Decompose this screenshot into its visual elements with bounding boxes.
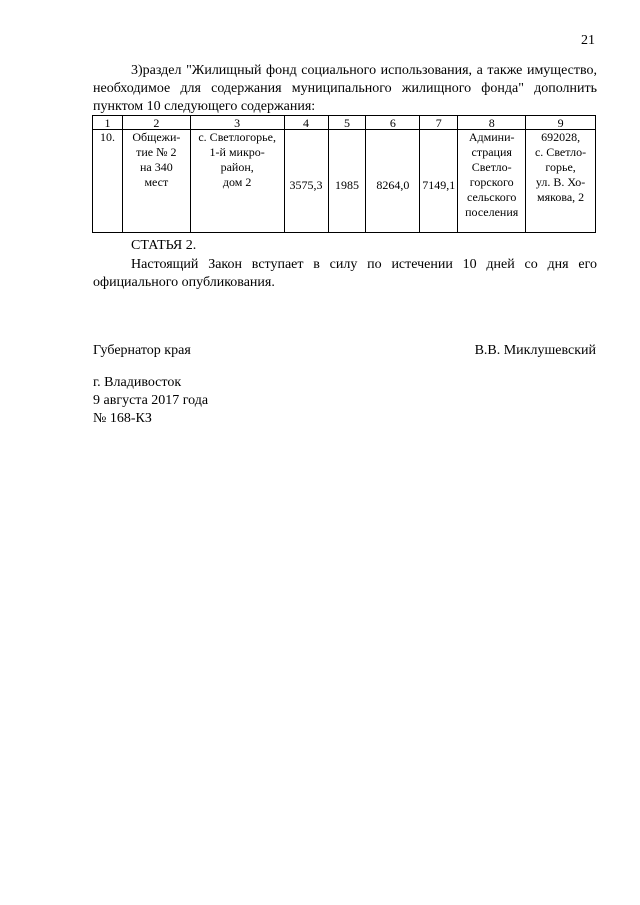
law-number: № 168-КЗ (93, 411, 152, 426)
cell-residual-value: 7149,1 (420, 130, 458, 233)
article-text: Настоящий Закон вступает в силу по истечении 10 дней со дня его официального опубликования. (93, 257, 597, 290)
cell-line: ул. В. Хо- (535, 175, 586, 189)
cell-book-value: 8264,0 (366, 130, 420, 233)
signatory-name: В.В. Миклушевский (474, 343, 596, 358)
page-number: 21 (581, 33, 595, 48)
table-header-cell: 7 (420, 116, 458, 130)
cell-number: 10. (93, 130, 123, 233)
table-header-cell: 9 (526, 116, 596, 130)
cell-line: 692028, (541, 130, 581, 144)
table-header-cell: 8 (458, 116, 526, 130)
signing-date: 9 августа 2017 года (93, 393, 209, 408)
cell-line: мест (144, 175, 169, 189)
table-header-cell: 5 (328, 116, 366, 130)
cell-line: мякова, 2 (536, 190, 585, 204)
cell-line: на 340 (139, 160, 173, 174)
table-header-cell: 2 (122, 116, 190, 130)
article-title: СТАТЬЯ 2. (131, 238, 197, 253)
cell-holder-address (526, 130, 596, 233)
article-paragraph (93, 256, 597, 292)
table-row (93, 130, 596, 233)
cell-line: с. Светлогорье, (198, 130, 276, 144)
cell-area: 3575,3 (284, 130, 328, 233)
cell-line: Админи- (468, 130, 515, 144)
intro-text: "Жилищный фонд социального использования, а также имущество, необходимое для содержания муниципального жилищного фонда" дополнить пунктом 10 следующего содержания: (93, 63, 598, 114)
table-header-cell: 1 (93, 116, 123, 130)
cell-line: район, (220, 160, 254, 174)
cell-line: 1-й микро- (209, 145, 265, 159)
cell-holder (458, 130, 526, 233)
intro-prefix: 3)раздел (131, 63, 182, 78)
cell-line: горье, (545, 160, 576, 174)
cell-object (122, 130, 190, 233)
table-header-cell: 4 (284, 116, 328, 130)
cell-line: поселения (465, 205, 519, 219)
table-header-cell: 3 (190, 116, 284, 130)
cell-address (190, 130, 284, 233)
cell-line: дом 2 (222, 175, 252, 189)
cell-line: с. Светло- (534, 145, 587, 159)
cell-line: Общежи- (132, 130, 181, 144)
cell-line: Светло- (471, 160, 512, 174)
cell-line: страция (471, 145, 512, 159)
housing-table (92, 115, 596, 233)
intro-paragraph (93, 62, 597, 116)
signatory-position: Губернатор края (93, 343, 191, 358)
cell-line: тие № 2 (136, 145, 177, 159)
cell-line: горского (469, 175, 514, 189)
place-city: г. Владивосток (93, 375, 182, 390)
table-header-cell: 6 (366, 116, 420, 130)
table-header-row (93, 116, 596, 130)
cell-year: 1985 (328, 130, 366, 233)
cell-line: сельского (466, 190, 517, 204)
